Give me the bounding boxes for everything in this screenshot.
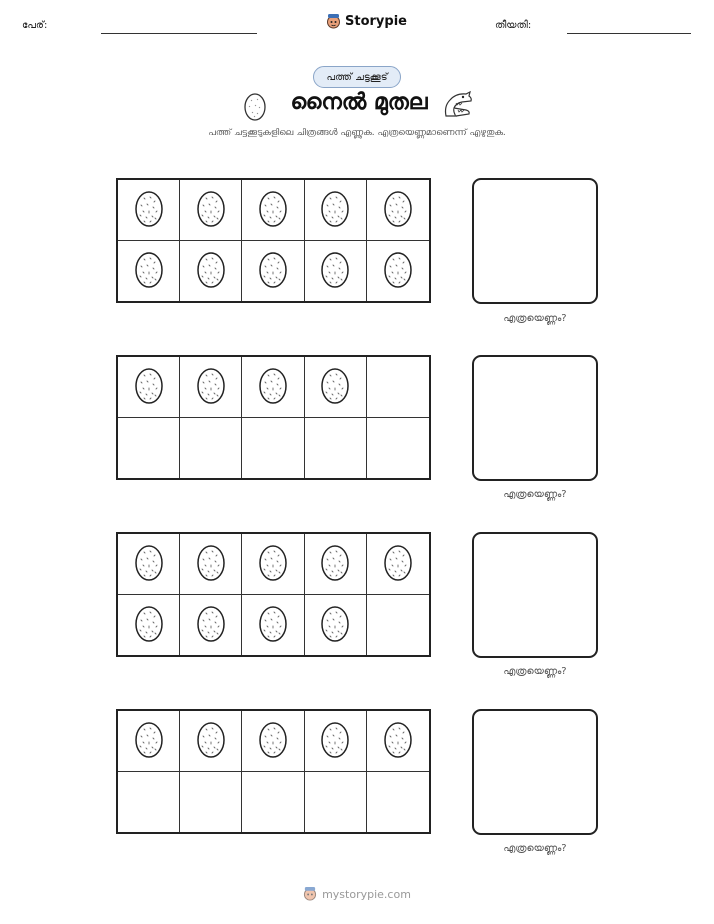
egg-icon [383, 543, 413, 585]
ten-frame-2 [116, 355, 431, 480]
egg-icon [258, 543, 288, 585]
storypie-mascot-icon [303, 886, 317, 902]
storypie-mascot-icon [326, 13, 341, 30]
egg-icon [320, 543, 350, 585]
egg-icon [258, 250, 288, 292]
ten-frame-cell [118, 595, 180, 656]
ten-frame-cell [305, 357, 367, 418]
name-line[interactable] [101, 33, 257, 34]
egg-icon [196, 250, 226, 292]
instructions: പത്ത് ചട്ടക്കൂടുകളിലെ ചിത്രങ്ങൾ എണ്ണുക. എത്രയെണ്ണമാണെന്ന് എഴുതുക. [208, 128, 506, 138]
egg-icon [196, 366, 226, 408]
answer-prompt-3: എത്രയെണ്ണം? [503, 666, 567, 677]
answer-box-2[interactable] [472, 355, 598, 481]
ten-frame-cell [242, 711, 304, 772]
ten-frame-1 [116, 178, 431, 303]
egg-icon [134, 720, 164, 762]
footer-url: mystorypie.com [322, 887, 411, 901]
ten-frame-cell [118, 357, 180, 418]
answer-prompt-4: എത്രയെണ്ണം? [503, 843, 567, 854]
ten-frame-cell [305, 180, 367, 241]
ten-frame-cell [367, 357, 429, 418]
egg-icon [134, 543, 164, 585]
ten-frame-4 [116, 709, 431, 834]
egg-icon [243, 92, 267, 121]
answer-prompt-2: എത്രയെണ്ണം? [503, 489, 567, 500]
ten-frame-cell [367, 772, 429, 833]
ten-frame-3 [116, 532, 431, 657]
ten-frame-cell [242, 595, 304, 656]
ten-frame-cell [118, 534, 180, 595]
ten-frame-cell [305, 418, 367, 479]
answer-prompt-1: എത്രയെണ്ണം? [503, 313, 567, 324]
egg-icon [320, 189, 350, 231]
egg-icon [320, 366, 350, 408]
egg-icon [383, 720, 413, 762]
ten-frame-cell [305, 772, 367, 833]
date-line[interactable] [567, 33, 691, 34]
egg-icon [320, 250, 350, 292]
egg-icon [383, 189, 413, 231]
egg-icon [196, 720, 226, 762]
answer-box-3[interactable] [472, 532, 598, 658]
ten-frame-cell [367, 418, 429, 479]
egg-icon [320, 720, 350, 762]
egg-icon [320, 604, 350, 646]
ten-frame-cell [180, 241, 242, 302]
ten-frame-cell [180, 180, 242, 241]
ten-frame-cell [242, 357, 304, 418]
name-label: പേര്: [22, 20, 48, 31]
brand-logo [326, 13, 407, 30]
ten-frame-cell [118, 180, 180, 241]
egg-icon [196, 604, 226, 646]
ten-frame-cell [242, 418, 304, 479]
ten-frame-cell [305, 595, 367, 656]
crocodile-icon [442, 90, 474, 120]
ten-frame-cell [118, 241, 180, 302]
ten-frame-cell [180, 357, 242, 418]
egg-icon [258, 366, 288, 408]
egg-icon [383, 250, 413, 292]
ten-frame-cell [242, 772, 304, 833]
ten-frame-cell [118, 772, 180, 833]
worksheet-type-badge: പത്ത് ചട്ടക്കൂട് [313, 66, 401, 88]
ten-frame-cell [242, 241, 304, 302]
egg-icon [134, 604, 164, 646]
egg-icon [258, 720, 288, 762]
ten-frame-cell [367, 595, 429, 656]
ten-frame-cell [367, 534, 429, 595]
ten-frame-cell [242, 534, 304, 595]
ten-frame-cell [367, 711, 429, 772]
ten-frame-cell [367, 241, 429, 302]
ten-frame-cell [367, 180, 429, 241]
date-label: തീയതി: [495, 20, 532, 31]
egg-icon [134, 366, 164, 408]
answer-box-4[interactable] [472, 709, 598, 835]
ten-frame-cell [305, 241, 367, 302]
footer [0, 886, 714, 902]
ten-frame-cell [242, 180, 304, 241]
ten-frame-cell [305, 711, 367, 772]
brand-name: Storypie [345, 14, 407, 29]
ten-frame-cell [180, 534, 242, 595]
egg-icon [258, 189, 288, 231]
ten-frame-cell [180, 418, 242, 479]
egg-icon [196, 543, 226, 585]
egg-icon [196, 189, 226, 231]
ten-frame-cell [118, 418, 180, 479]
egg-icon [134, 189, 164, 231]
answer-box-1[interactable] [472, 178, 598, 304]
ten-frame-cell [305, 534, 367, 595]
ten-frame-cell [180, 772, 242, 833]
worksheet-title: നൈൽ മുതല [290, 90, 428, 115]
egg-icon [134, 250, 164, 292]
egg-icon [258, 604, 288, 646]
ten-frame-cell [180, 595, 242, 656]
ten-frame-cell [118, 711, 180, 772]
ten-frame-cell [180, 711, 242, 772]
